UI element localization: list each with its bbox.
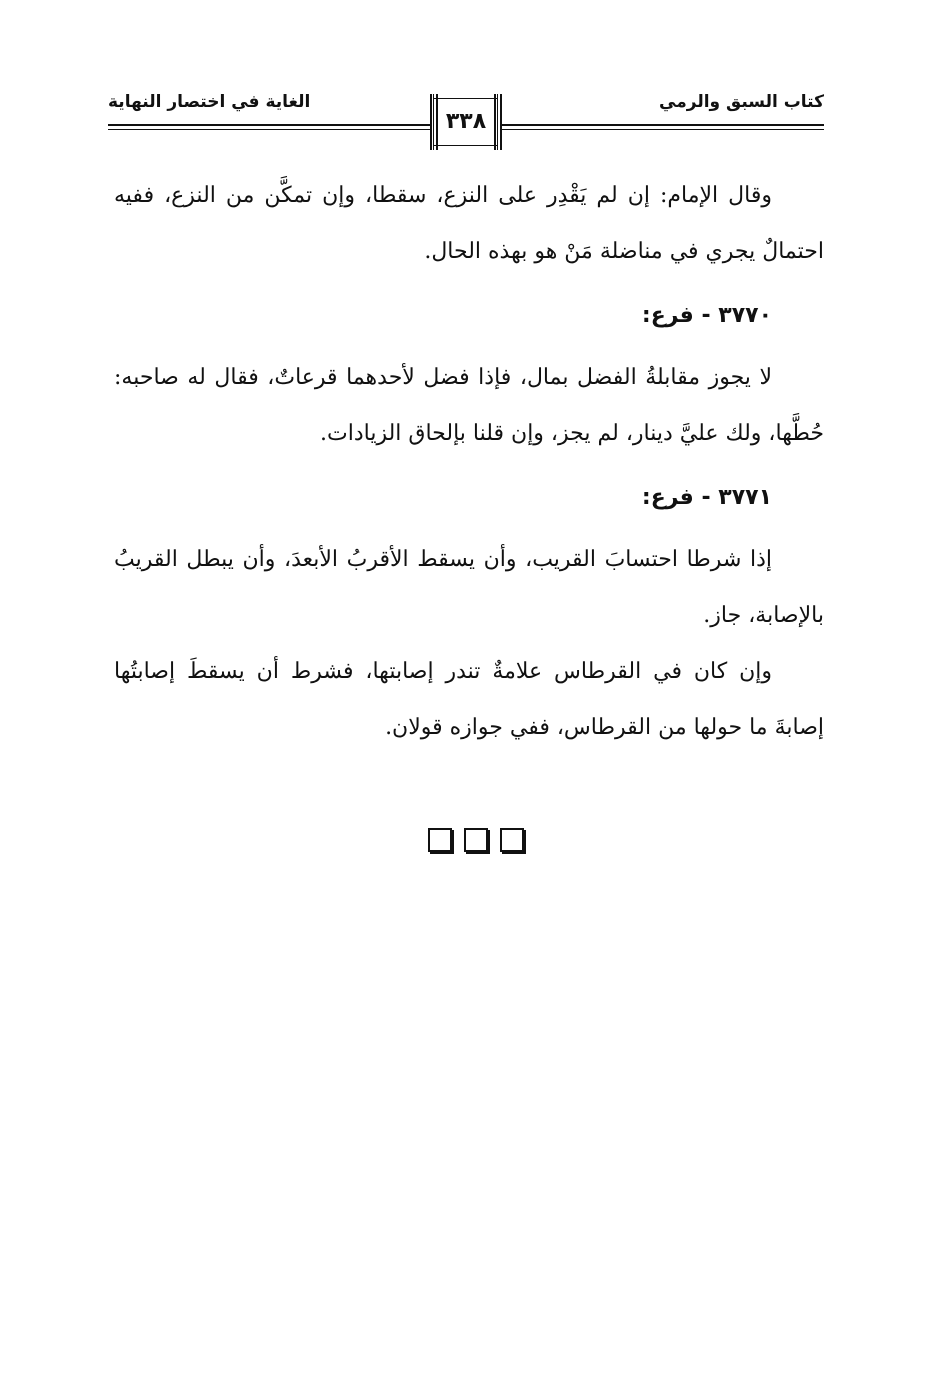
paragraph: إذا شرطا احتسابَ القريب، وأن يسقط الأقربُ الأبعدَ، وأن يبطل القريبُ بالإصابة، جاز. bbox=[114, 547, 824, 628]
header-rule-left bbox=[108, 124, 430, 126]
header-rule-right bbox=[502, 124, 824, 126]
paragraph: وإن كان في القرطاس علامةٌ تندر إصابتها، فشرط أن يسقطَ إصابتُها إصابةَ ما حولها من القرطاس، ففي جوازه قولان. bbox=[114, 659, 824, 740]
end-ornament-icon bbox=[428, 828, 524, 856]
running-head-chapter: كتاب السبق والرمي bbox=[659, 92, 824, 112]
paragraph: وقال الإمام: إن لم يَقْدِر على النزع، سقطا، وإن تمكَّن من النزع، ففيه احتمالٌ يجري في مناضلة مَنْ هو بهذه الحال. bbox=[114, 183, 824, 264]
frame-cap-bottom bbox=[434, 145, 498, 146]
frame-bar-right bbox=[494, 94, 502, 150]
page-number-frame bbox=[430, 94, 502, 150]
frame-bar-left bbox=[430, 94, 438, 150]
body-text bbox=[114, 168, 824, 756]
page-number: ٣٣٨ bbox=[445, 109, 487, 134]
ornament-box-icon bbox=[464, 828, 488, 852]
ornament-box-icon bbox=[428, 828, 452, 852]
page-header bbox=[108, 88, 824, 158]
ornament-box-icon bbox=[500, 828, 524, 852]
running-head-book-title: الغاية في اختصار النهاية bbox=[108, 92, 311, 112]
section-heading: ٣٧٧١ - فرع: bbox=[641, 485, 772, 510]
frame-cap-top bbox=[434, 98, 498, 99]
section-heading: ٣٧٧٠ - فرع: bbox=[641, 303, 772, 328]
paragraph: لا يجوز مقابلةُ الفضل بمال، فإذا فضل لأحدهما قرعاتٌ، فقال له صاحبه: حُطَّها، ولك عليَّ دينار، لم يجز، وإن قلنا بإلحاق الزيادات. bbox=[114, 365, 824, 446]
